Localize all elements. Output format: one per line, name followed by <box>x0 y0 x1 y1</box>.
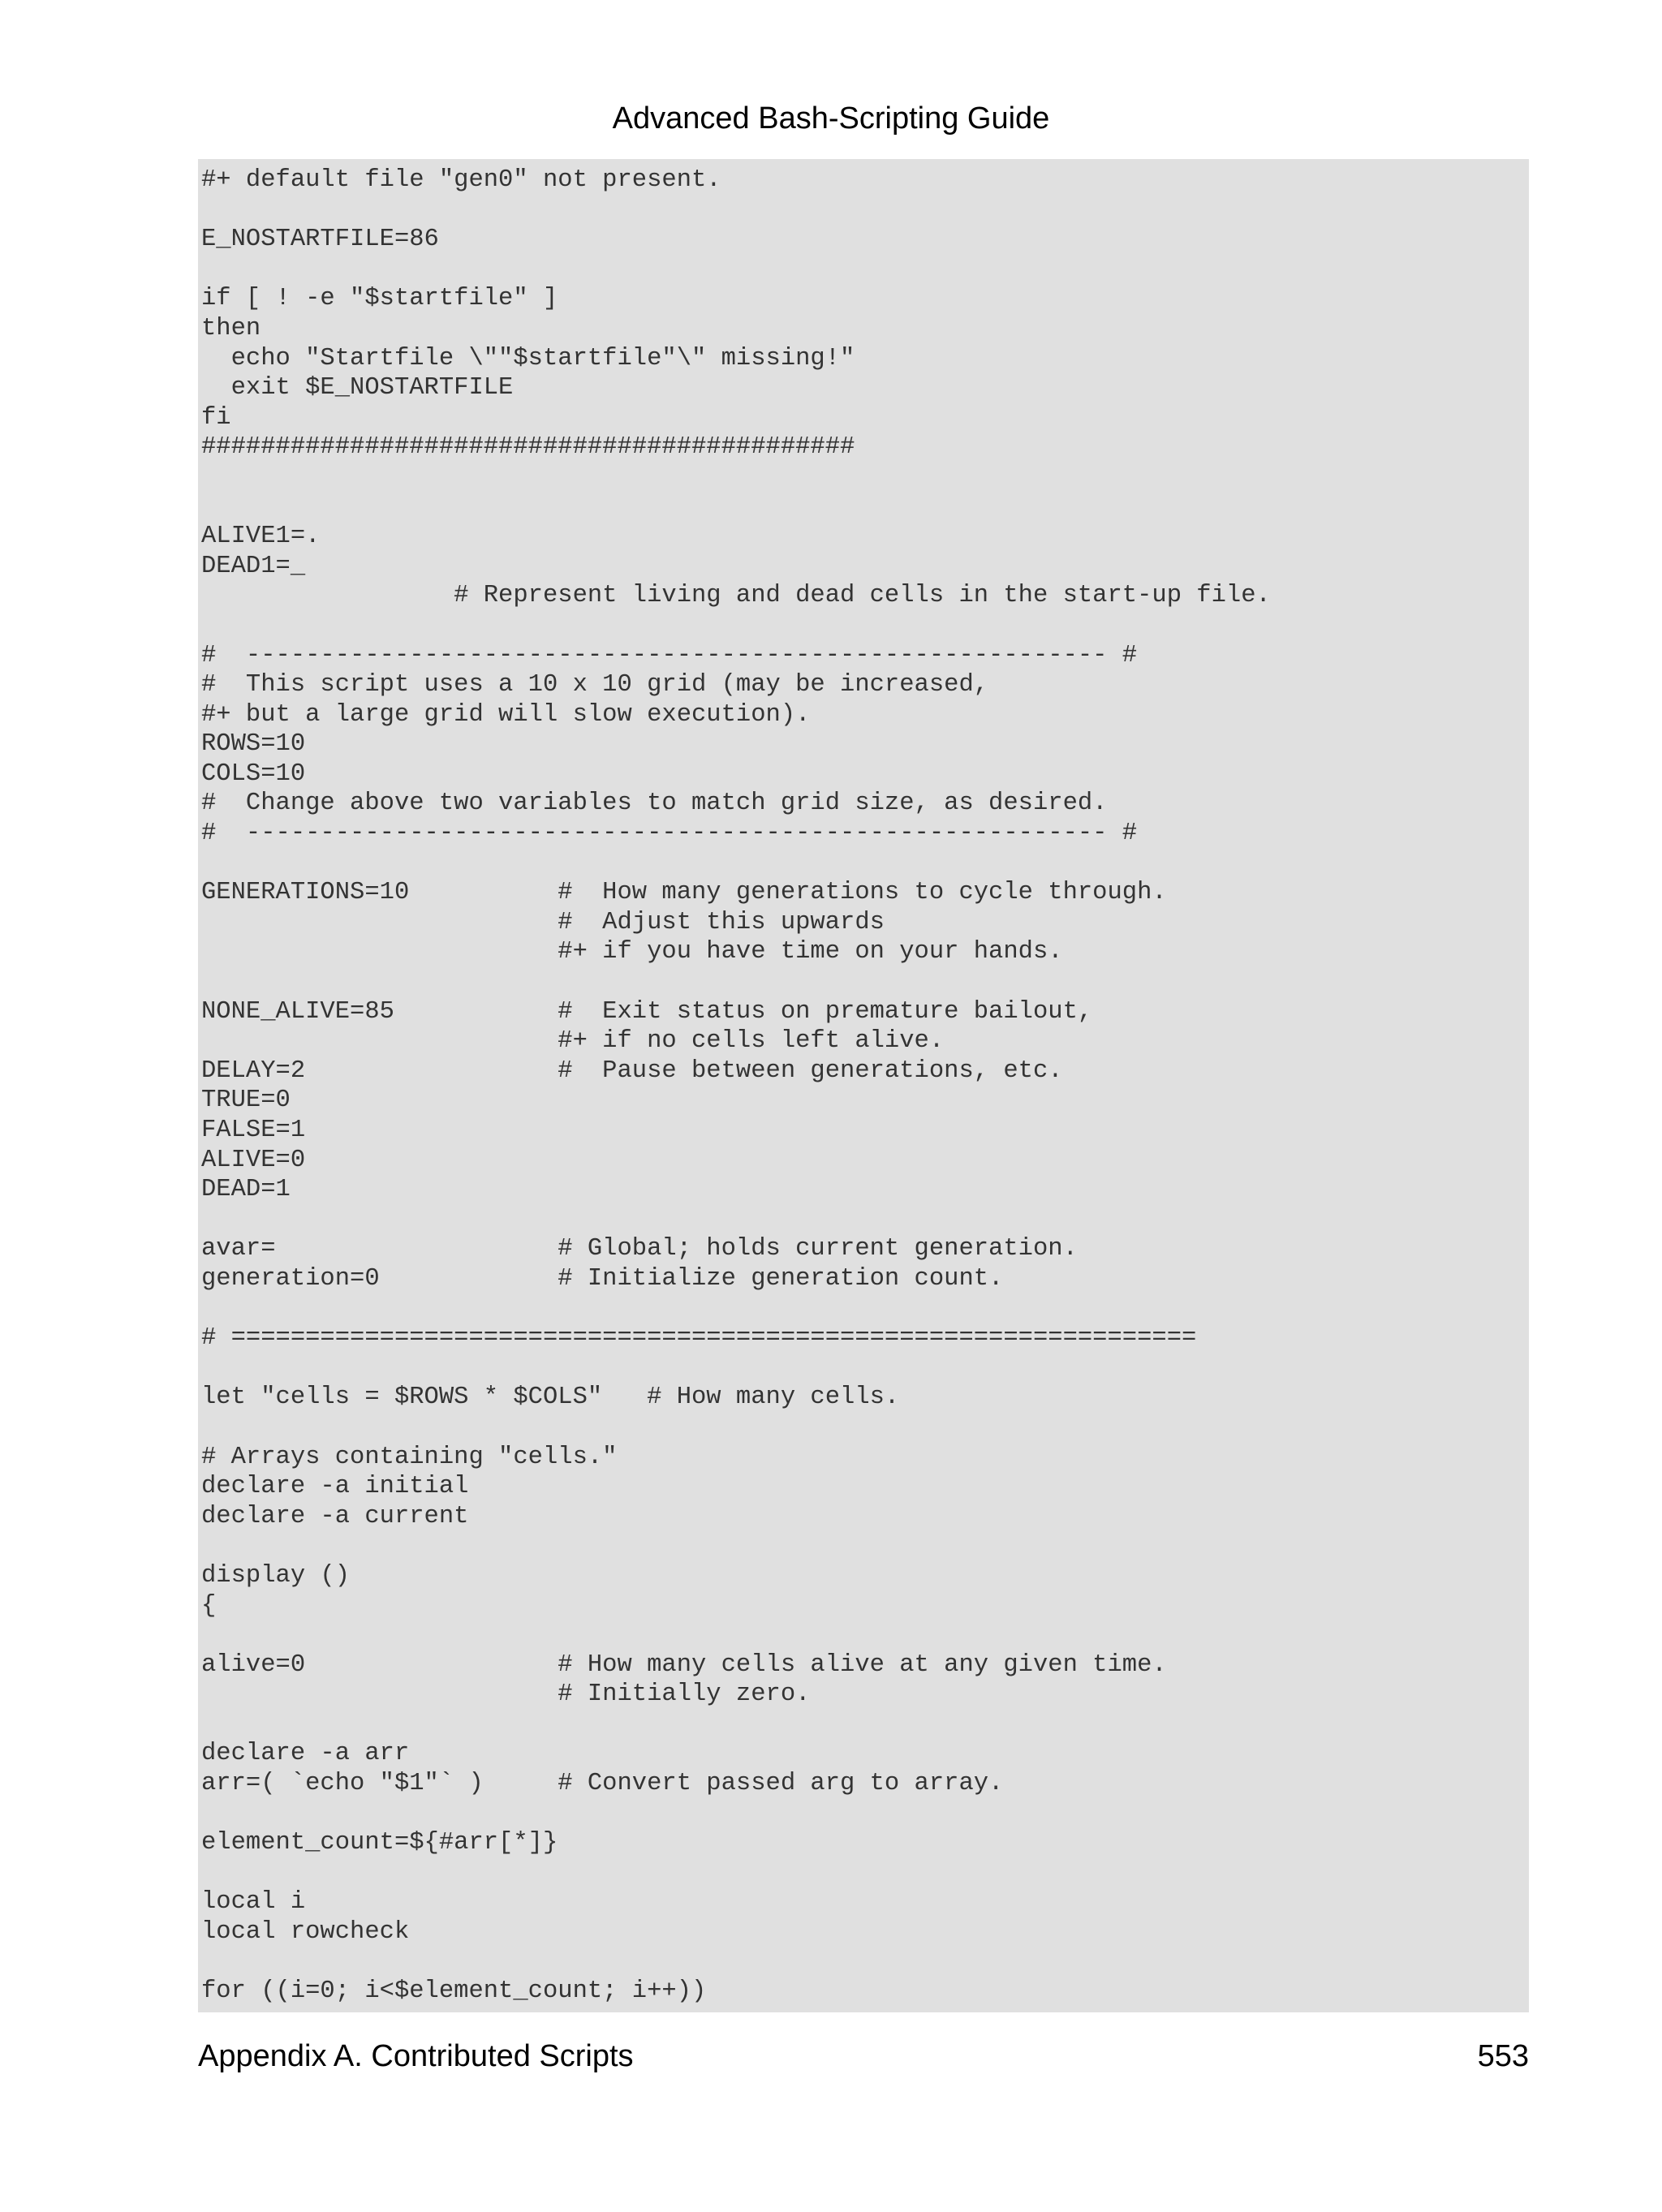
code-line <box>201 1353 1529 1384</box>
code-line <box>201 196 1529 226</box>
code-line: ALIVE1=. <box>201 523 321 551</box>
code-line: fi <box>201 403 231 432</box>
code-line: FALSE=1 <box>201 1117 306 1144</box>
code-line: #+ if you have time on your hands. <box>201 938 1063 966</box>
code-line: { <box>201 1591 217 1620</box>
code-line: DELAY=2 # Pause between generations, etc. <box>201 1057 1063 1085</box>
code-line <box>201 1620 1529 1650</box>
code-line: ROWS=10 <box>201 730 306 759</box>
code-line: # ---------------------------------------------------------- # <box>201 820 1138 848</box>
code-line: # This script uses a 10 x 10 grid (may be increased, <box>201 671 989 699</box>
code-line: TRUE=0 <box>201 1087 291 1115</box>
code-line: #+ but a large grid will slow execution). <box>201 700 811 729</box>
code-line: for ((i=0; i<$element_count; i++)) <box>201 1977 707 2006</box>
code-line: DEAD=1 <box>201 1176 291 1204</box>
code-line: ALIVE=0 <box>201 1146 306 1174</box>
code-line: ############################################ <box>201 433 855 462</box>
code-line: local i <box>201 1888 306 1917</box>
code-line <box>201 1205 1529 1235</box>
footer-section-title: Appendix A. Contributed Scripts <box>198 2039 634 2073</box>
code-line <box>201 611 1529 641</box>
code-line: # Adjust this upwards <box>201 908 885 936</box>
code-line <box>201 1858 1529 1888</box>
code-line: # Initially zero. <box>201 1681 811 1709</box>
code-line: if [ ! -e "$startfile" ] <box>201 285 558 313</box>
code-line: #+ default file "gen0" not present. <box>201 166 721 194</box>
code-line: # Arrays containing "cells." <box>201 1443 618 1471</box>
code-line <box>201 1294 1529 1324</box>
page-header-title: Advanced Bash-Scripting Guide <box>612 101 1050 136</box>
footer-page-number: 553 <box>1477 2039 1529 2073</box>
code-listing <box>198 159 1529 2012</box>
code-line: declare -a arr <box>201 1740 410 1768</box>
code-line: #+ if no cells left alive. <box>201 1027 945 1056</box>
code-line: generation=0 # Initialize generation count. <box>201 1264 1004 1293</box>
code-line <box>201 1799 1529 1829</box>
code-line: alive=0 # How many cells alive at any given time. <box>201 1650 1167 1679</box>
code-line: element_count=${#arr[*]} <box>201 1829 558 1857</box>
code-line: # Represent living and dead cells in the start-up file. <box>201 582 1271 610</box>
code-line: echo "Startfile \""$startfile"\" missing!" <box>201 344 855 372</box>
code-line <box>201 1413 1529 1443</box>
code-line <box>201 1531 1529 1561</box>
code-line: NONE_ALIVE=85 # Exit status on premature bailout, <box>201 997 1093 1026</box>
code-line <box>201 1947 1529 1977</box>
code-line: E_NOSTARTFILE=86 <box>201 226 439 254</box>
code-line: local rowcheck <box>201 1918 410 1947</box>
code-line: # ---------------------------------------------------------- # <box>201 641 1138 669</box>
code-line: GENERATIONS=10 # How many generations to cycle through. <box>201 879 1167 907</box>
code-line <box>201 1710 1529 1740</box>
code-line: arr=( `echo "$1"` ) # Convert passed arg to array. <box>201 1770 1004 1798</box>
code-line: exit $E_NOSTARTFILE <box>201 374 514 402</box>
code-line <box>201 967 1529 997</box>
code-line: display () <box>201 1561 351 1590</box>
code-line: declare -a initial <box>201 1473 469 1501</box>
code-line <box>201 255 1529 285</box>
code-line: avar= # Global; holds current generation. <box>201 1235 1078 1263</box>
code-line: declare -a current <box>201 1502 469 1530</box>
code-line <box>201 849 1529 879</box>
code-line: DEAD1=_ <box>201 552 306 580</box>
code-line: # Change above two variables to match grid size, as desired. <box>201 790 1108 818</box>
code-line <box>201 463 1529 493</box>
code-line: COLS=10 <box>201 760 306 788</box>
code-line: let "cells = $ROWS * $COLS" # How many cells. <box>201 1384 900 1412</box>
code-line <box>201 493 1529 523</box>
code-line: then <box>201 314 261 342</box>
code-line: # ================================================================= <box>201 1324 1197 1353</box>
